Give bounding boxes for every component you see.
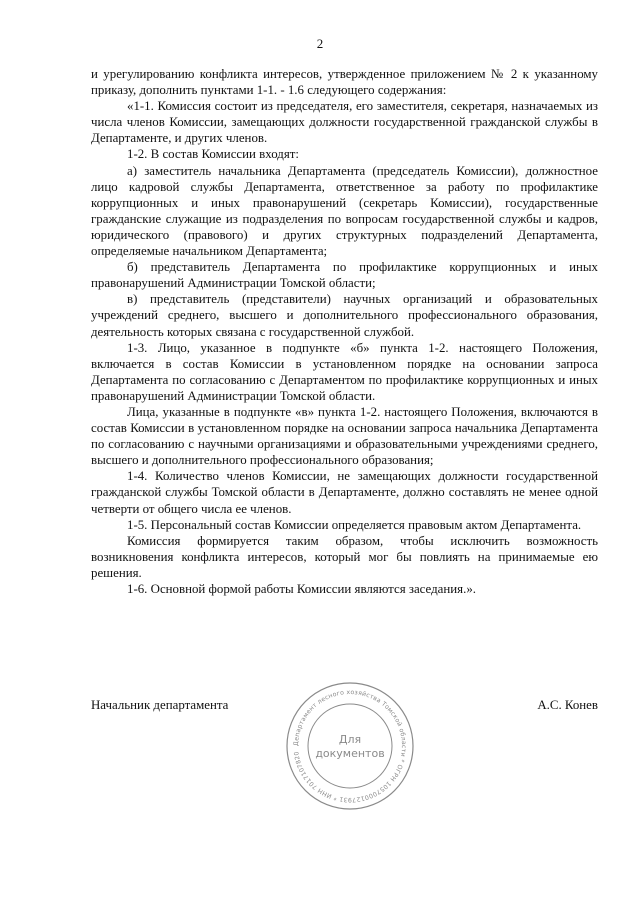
stamp-center-line1: Для (338, 733, 362, 746)
paragraph: и урегулированию конфликта интересов, утвержденное приложением № 2 к указанному приказу, дополнить пунктами 1-1. - 1.6 следующего содержания: (91, 67, 598, 98)
paragraph: в) представитель (представители) научных организаций и образовательных учреждений среднего, высшего и дополнительного профессионального образования, деятельность которых связана с государственной службой. (91, 292, 598, 339)
stamp-center-line2: документов (315, 747, 385, 760)
stamp-inner-ring (308, 704, 392, 788)
stamp-ring-text: Департамент лесного хозяйства Томской области * ОГРН 1057000127931 * ИНН 7017107820 (292, 688, 408, 804)
signatory-title: Начальник департамента (91, 698, 229, 712)
paragraph: Комиссия формируется таким образом, чтобы исключить возможность возникновения конфликта интересов, который мог бы повлиять на принимаемые ею решения. (91, 533, 598, 580)
paragraph: 1-5. Персональный состав Комиссии определяется правовым актом Департамента. (127, 517, 582, 532)
document-body (91, 66, 598, 597)
paragraph: 1-2. В состав Комиссии входят: (127, 147, 299, 162)
stamp-outer-ring (287, 683, 413, 809)
paragraph: а) заместитель начальника Департамента (председатель Комиссии), должностное лицо кадровой службы Департамента, ответственное за работу по профилактике коррупционных и иных правонарушений (секретарь Комиссии), государственные гражданские служащие из подразделения по вопросам государственной службы и кадров, юридического (правового) и других структурных подразделений Департамента, определяемые начальником Департамента; (91, 163, 598, 259)
signatory-name: А.С. Конев (537, 698, 598, 712)
page-number: 2 (316, 36, 324, 51)
stamp-seal (284, 680, 416, 812)
paragraph: «1-1. Комиссия состоит из председателя, его заместителя, секретаря, назначаемых из числа членов Комиссии, замещающих должности государственной гражданской службы в Департаменте, и других членов. (91, 99, 598, 146)
paragraph: Лица, указанные в подпункте «в» пункта 1-2. настоящего Положения, включаются в состав Комиссии в установленном порядке на основании запроса начальника Департамента по согласованию с научными организациями и образовательными учреждениями среднего, высшего и дополнительного профессионального образования; (91, 404, 598, 468)
paragraph: 1-3. Лицо, указанное в подпункте «б» пункта 1-2. настоящего Положения, включается в состав Комиссии в установленном порядке на основании запроса Департамента по согласованию с Департаментом по профилактике коррупционных и иных правонарушений Администрации Томской области. (91, 340, 598, 403)
paragraph: 1-6. Основной формой работы Комиссии являются заседания.». (127, 582, 476, 596)
paragraph: б) представитель Департамента по профилактике коррупционных и иных правонарушений Администрации Томской области; (91, 260, 598, 291)
paragraph: 1-4. Количество членов Комиссии, не замещающих должности государственной гражданской службы Томской области в Департаменте, должно составлять не менее одной четверти от общего числа ее членов. (91, 469, 598, 516)
